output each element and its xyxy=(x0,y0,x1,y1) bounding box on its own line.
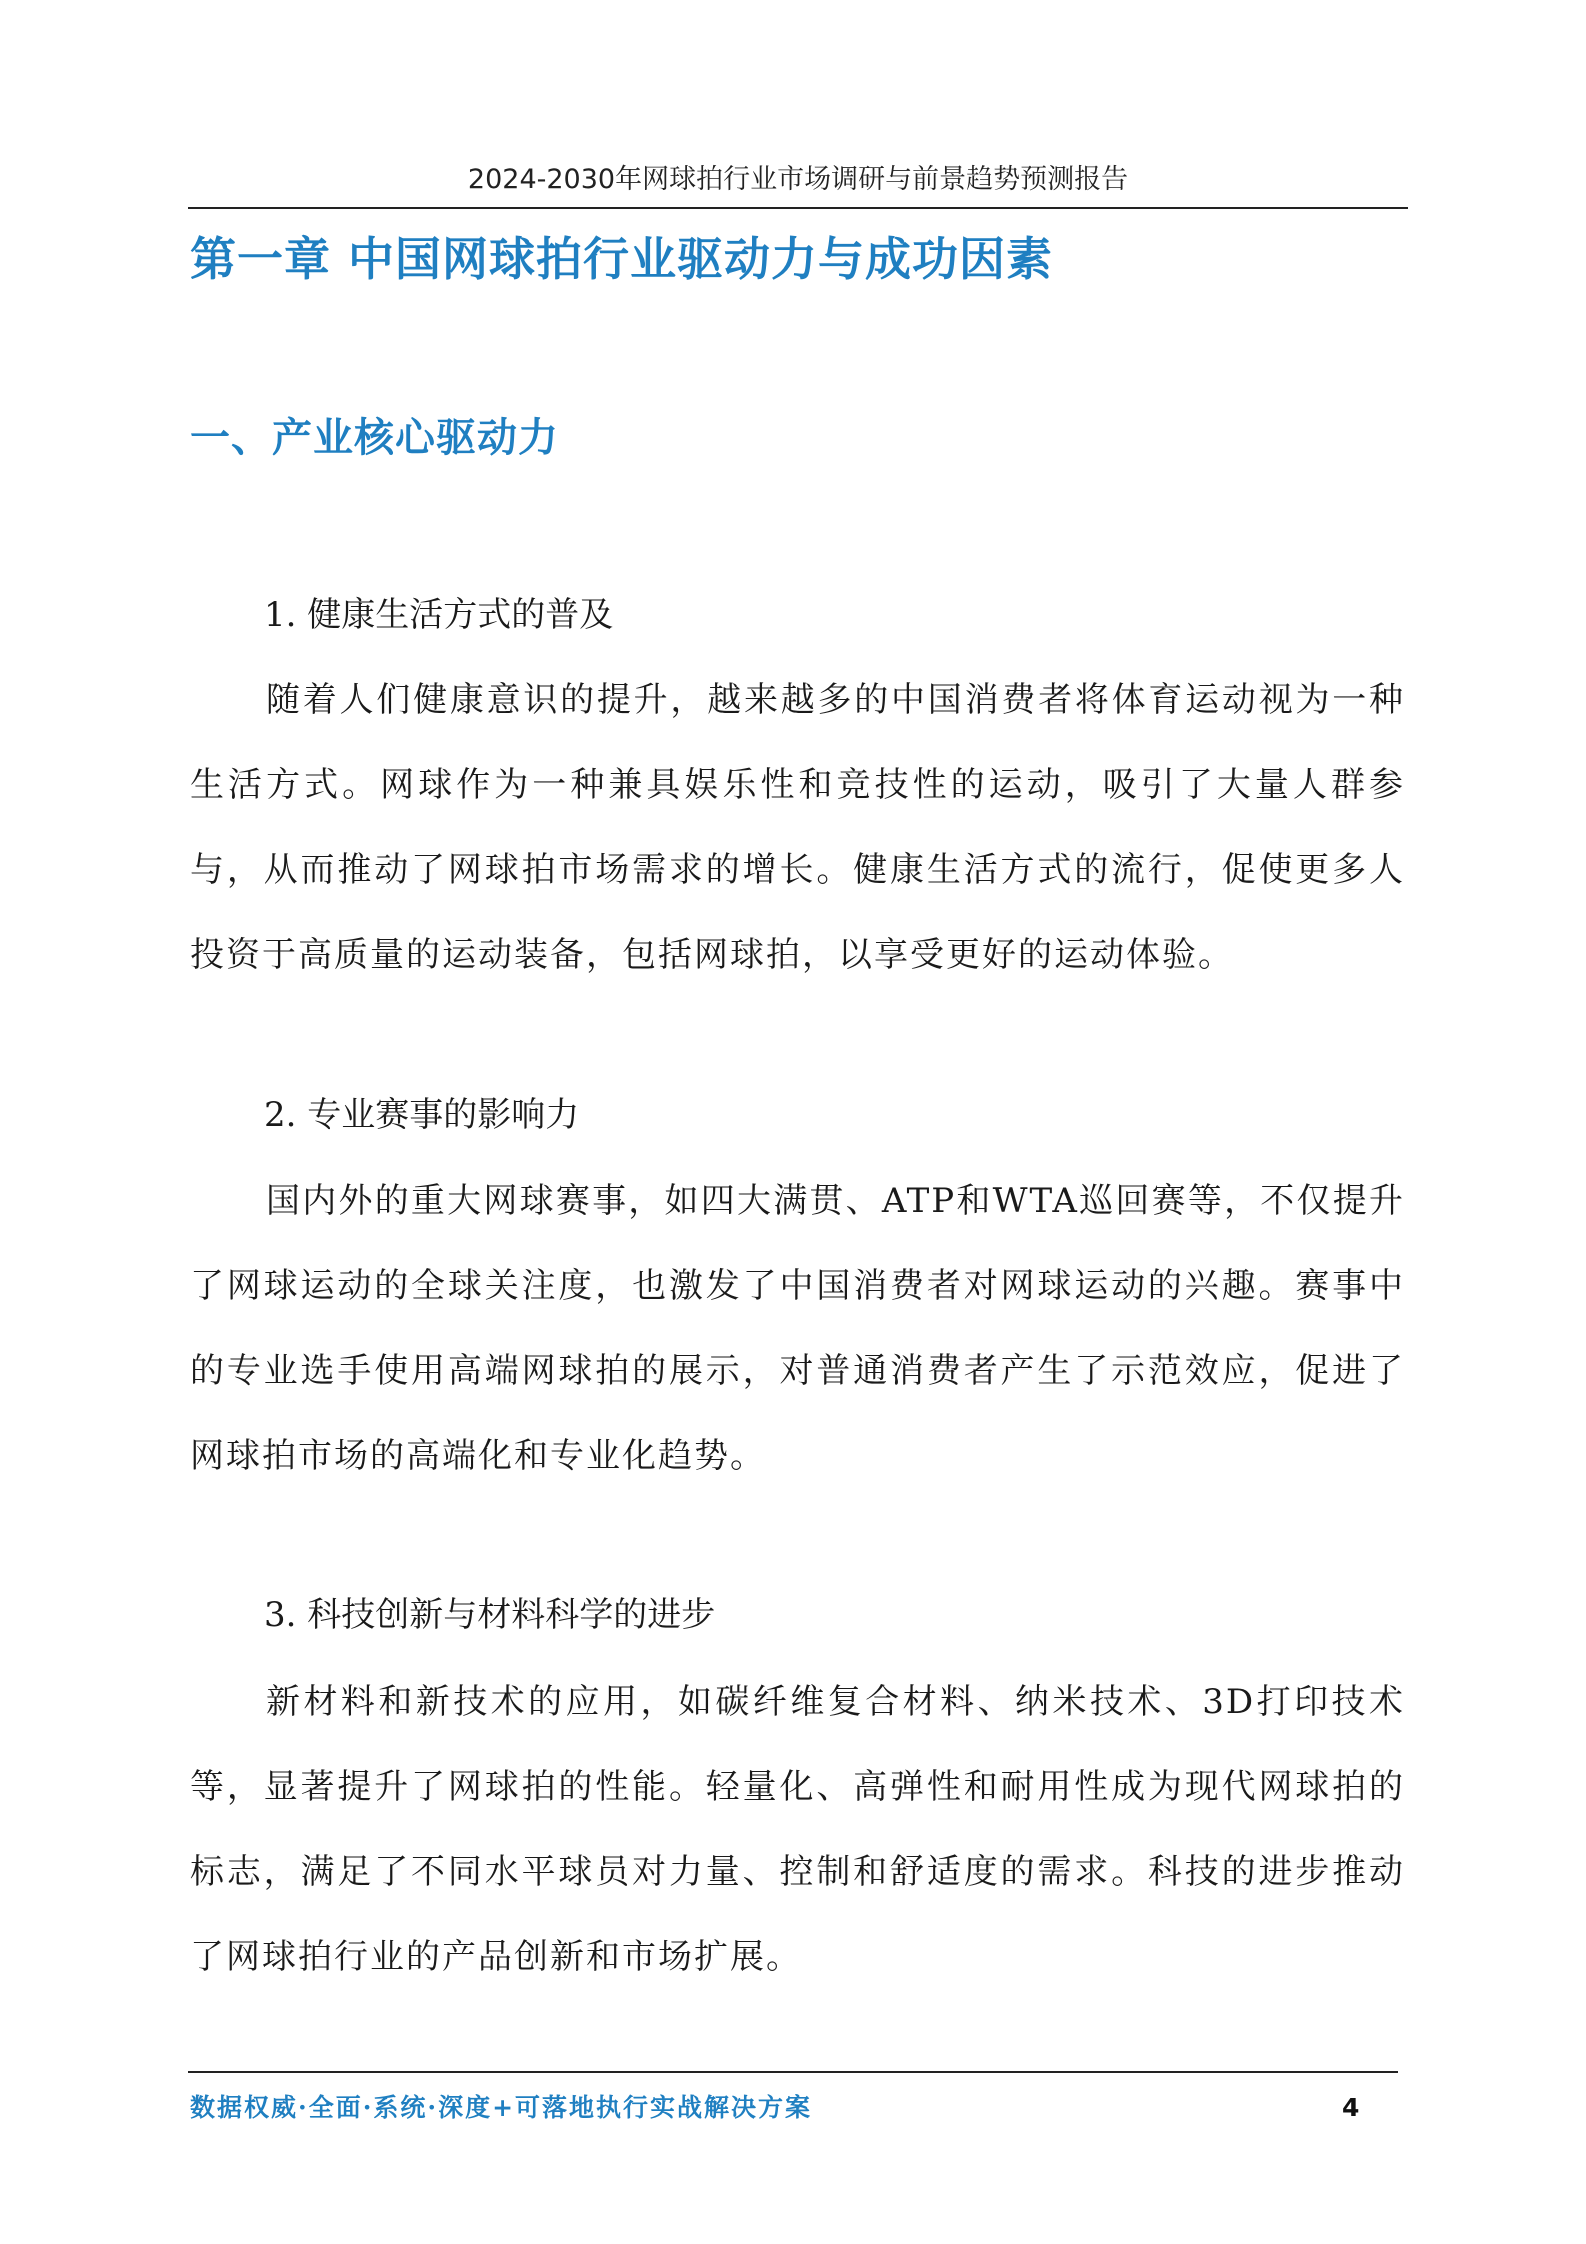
footer-divider xyxy=(188,2071,1398,2073)
subsection-heading-2: 2. 专业赛事的影响力 xyxy=(264,1095,580,1135)
subsection-heading-1: 1. 健康生活方式的普及 xyxy=(264,595,614,635)
section-title: 一、产业核心驱动力 xyxy=(190,415,559,461)
subsection-body-2: 国内外的重大网球赛事，如四大满贯、ATP和WTA巡回赛等，不仅提升了网球运动的全球关注度，也激发了中国消费者对网球运动的兴趣。赛事中的专业选手使用高端网球拍的展示，对普通消费者产生了示范效应，促进了网球拍市场的高端化和专业化趋势。 xyxy=(190,1181,1405,1476)
subsection-body-3: 新材料和新技术的应用，如碳纤维复合材料、纳米技术、3D打印技术等，显著提升了网球拍的性能。轻量化、高弹性和耐用性成为现代网球拍的标志，满足了不同水平球员对力量、控制和舒适度的需求。科技的进步推动了网球拍行业的产品创新和市场扩展。 xyxy=(190,1682,1405,1977)
running-header: 2024-2030年网球拍行业市场调研与前景趋势预测报告 xyxy=(467,164,1129,195)
chapter-title: 第一章 中国网球拍行业驱动力与成功因素 xyxy=(190,232,1054,286)
header-divider xyxy=(188,207,1408,209)
page-number: 4 xyxy=(1342,2093,1360,2122)
footer-slogan: 数据权威·全面·系统·深度+可落地执行实战解决方案 xyxy=(190,2093,813,2122)
subsection-body-1: 随着人们健康意识的提升，越来越多的中国消费者将体育运动视为一种生活方式。网球作为一种兼具娱乐性和竞技性的运动，吸引了大量人群参与，从而推动了网球拍市场需求的增长。健康生活方式的流行，促使更多人投资于高质量的运动装备，包括网球拍，以享受更好的运动体验。 xyxy=(190,680,1405,975)
subsection-heading-3: 3. 科技创新与材料科学的进步 xyxy=(264,1595,716,1635)
